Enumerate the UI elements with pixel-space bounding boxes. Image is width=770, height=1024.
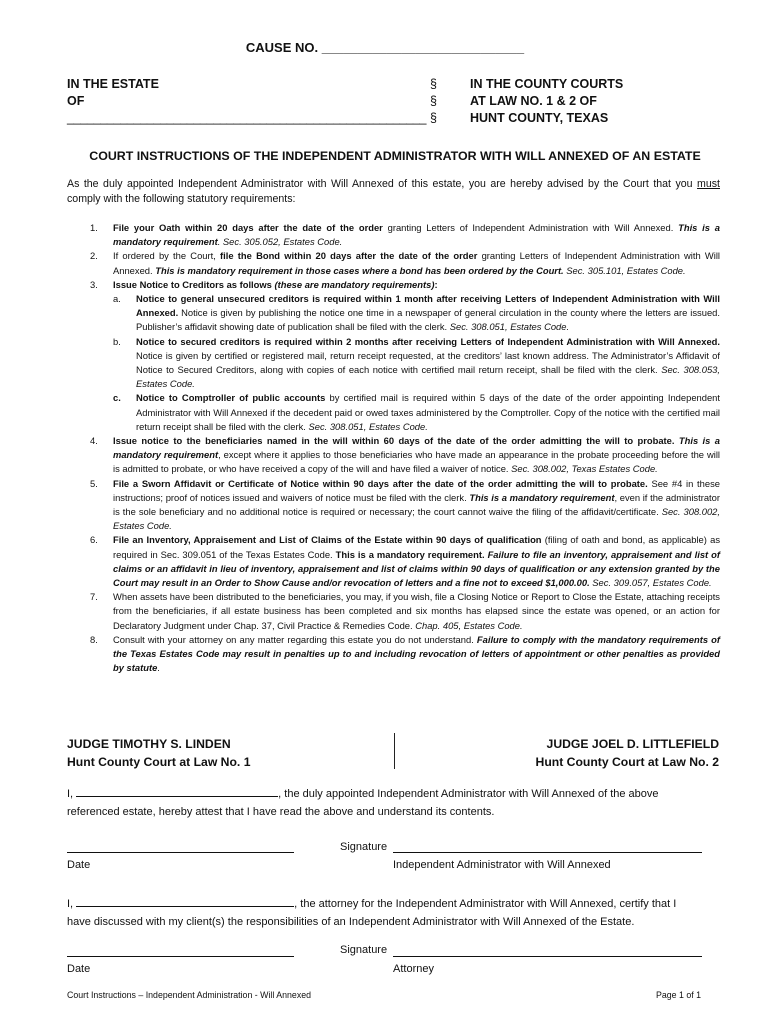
list-item	[67, 434, 720, 477]
intro-paragraph	[67, 177, 720, 207]
date-line[interactable]	[67, 852, 294, 853]
estate-caption	[67, 76, 426, 127]
court-line-2: AT LAW NO. 1 & 2 OF	[470, 94, 597, 108]
attorney-certification-paragraph	[67, 895, 732, 931]
judge-divider	[394, 733, 395, 769]
item-number: 6.	[90, 534, 98, 546]
judge-right-name: JUDGE JOEL D. LITTLEFIELD	[546, 737, 719, 751]
list-item	[67, 278, 720, 434]
judge-left-name: JUDGE TIMOTHY S. LINDEN	[67, 737, 231, 751]
sub-item-text: Notice is given by publishing the notice one time in a newspaper of general circulation in the county where the letters are issued. Publisher’s affidavit showing date of publication shall be filed with the clerk.	[136, 307, 720, 333]
item-citation: Sec. 309.057, Estates Code.	[589, 577, 712, 589]
list-item	[67, 633, 720, 676]
intro-text-2: comply with the following statutory requirements:	[67, 193, 296, 205]
signature-label: Signature	[340, 944, 388, 956]
sub-item-bold-text: Notice to Comptroller of public accounts	[136, 392, 326, 404]
estate-line-2: OF	[67, 94, 85, 108]
list-item	[67, 590, 720, 633]
sub-item-letter: b.	[113, 335, 121, 347]
attorney-name-field[interactable]	[76, 895, 294, 907]
item-number: 2.	[90, 250, 98, 262]
sub-item-letter: a.	[113, 293, 121, 305]
item-text: granting Letters of Independent Administration with Will Annexed.	[113, 250, 720, 276]
item-bold-text: File an Inventory, Appraisement and List of Claims of the Estate within 90 days of qualification	[113, 534, 542, 546]
item-mandatory-text: This is a mandatory requirement	[113, 222, 720, 248]
court-line-3: HUNT COUNTY, TEXAS	[470, 111, 609, 125]
attest-prefix: I,	[67, 788, 77, 800]
section-mark: §	[430, 111, 437, 125]
sub-list-item	[113, 391, 720, 434]
item-mandatory-text: This is a mandatory requirement	[469, 491, 615, 503]
attorney-prefix: I,	[67, 898, 77, 910]
item-citation: Sec. 308.002, Texas Estates Code.	[511, 463, 658, 475]
creditor-notice-sublist	[113, 292, 720, 434]
item-number: 7.	[90, 591, 98, 603]
section-mark: §	[430, 77, 437, 91]
date-label: Date	[67, 963, 91, 975]
item-citation: . Sec. 305.052, Estates Code.	[217, 236, 343, 248]
item-end-period: .	[157, 662, 160, 674]
item-text: (filing of oath and bond, as applicable) as required in Sec. 309.051 of the Texas Estates Code.	[113, 534, 721, 560]
item-text: When assets have been distributed to the beneficiaries, you may, if you wish, file a Closing Notice or Report to Close the Estate, attaching receipts from the beneficiaries, if all estate business has been completed and six months has elapsed since the estate was opened, or an action for Declaratory Judgment under Chap. 37, Civil Practice & Remedies Code.	[113, 591, 720, 631]
administrator-signature-line[interactable]	[393, 852, 702, 853]
item-number: 5.	[90, 477, 98, 489]
list-item	[67, 249, 720, 277]
sub-list-item	[113, 292, 720, 335]
item-bold-text: This is a mandatory requirement.	[335, 548, 485, 560]
court-caption	[470, 76, 623, 127]
item-bold-text: Issue Notice to Creditors as follows	[113, 278, 272, 290]
requirements-list	[67, 221, 720, 676]
page-number: Page 1 of 1	[656, 990, 701, 1000]
item-bold-text: file the Bond within 20 days after the date of the order	[220, 250, 478, 262]
item-bold-text: Issue notice to the beneficiaries named in the will within 60 days of the date of the order admitting the will to probate.	[113, 435, 675, 447]
attorney-role-label: Attorney	[393, 963, 434, 975]
sub-list-item	[113, 335, 720, 392]
item-text: See #4 in these instructions; proof of notices issued and waivers of notice must be filed with the clerk.	[113, 477, 720, 503]
item-text: granting Letters of Independent Administration with Will Annexed.	[382, 222, 679, 233]
item-colon: :	[434, 278, 438, 290]
administrator-role-label: Independent Administrator with Will Annexed	[393, 859, 611, 871]
item-text: If ordered by the Court,	[113, 250, 221, 262]
attorney-cert-text-line-2: have discussed with my client(s) the responsibilities of an Independent Administrator with Will Annexed of the Estate.	[67, 916, 635, 928]
attest-text: , the duly appointed Independent Administrator with Will Annexed of the above	[278, 788, 659, 800]
item-mandatory-text: Failure to file an inventory, appraisement and list of claims or an affidavit in lieu of inventory, appraisement and list of claims within 90 days of qualification or any extension granted by the Court may result in an Order to Show Cause and/or revocation of letters and a fine not to exceed $1,000.00.	[113, 548, 720, 589]
item-citation: Chap. 405, Estates Code.	[415, 619, 523, 631]
item-citation: Sec. 305.101, Estates Code.	[563, 264, 686, 276]
item-number: 8.	[90, 633, 98, 645]
administrator-name-field[interactable]	[76, 785, 278, 797]
section-marks	[430, 76, 437, 127]
sub-item-citation: Sec. 308.051, Estates Code.	[449, 321, 570, 333]
attestation-paragraph	[67, 785, 727, 821]
footer-title: Court Instructions – Independent Administration - Will Annexed	[67, 990, 312, 1000]
intro-must: must	[697, 178, 720, 190]
list-item	[67, 477, 720, 534]
attest-text-line-2: referenced estate, hereby attest that I have read the above and understand its contents.	[67, 806, 495, 818]
item-mandatory-text: This is a mandatory requirement	[113, 435, 720, 461]
attorney-signature-line[interactable]	[393, 956, 702, 957]
item-bold-text: File your Oath within 20 days after the date of the order	[113, 222, 383, 233]
sub-item-bold-text: Notice to general unsecured creditors is required within 1 month after receiving Letters of Independent Administration with Will Annexed.	[136, 293, 720, 319]
date-label: Date	[67, 859, 91, 871]
attorney-cert-text: , the attorney for the Independent Administrator with Will Annexed, certify that I	[294, 898, 677, 910]
judge-left-court: Hunt County Court at Law No. 1	[67, 754, 251, 769]
sub-item-text: Notice is given by certified or registered mail, return receipt requested, at the creditors’ last known address. The Administrator’s Affidavit of Notice to Secured Creditors, along with copies of each notice with certified mail return receipt, shall be filed with the clerk.	[136, 349, 720, 376]
sub-item-letter: c.	[113, 392, 121, 404]
list-item	[67, 533, 720, 590]
item-number: 4.	[90, 435, 98, 447]
sub-item-citation: Sec. 308.051, Estates Code.	[308, 420, 428, 432]
item-number: 3.	[90, 278, 98, 290]
item-mandatory-text: (these are mandatory requirements)	[271, 278, 435, 290]
judge-left	[67, 736, 250, 771]
item-mandatory-text: This is mandatory requirement in those cases where a bond has been ordered by the Court.	[155, 264, 564, 276]
document-title: COURT INSTRUCTIONS OF THE INDEPENDENT ADMINISTRATOR WITH WILL ANNEXED OF AN ESTATE	[89, 149, 701, 163]
signature-label: Signature	[340, 841, 388, 853]
sub-item-text: by certified mail is required within 5 days of the date of the order appointing Independent Administrator with Will Annexed if the decedent paid or owed taxes administered by the Comptroller. Copy of the notice with the certified mail return receipt shall be filed with the clerk.	[136, 392, 720, 432]
court-line-1: IN THE COUNTY COURTS	[470, 77, 624, 91]
estate-name-blank[interactable]: ______________________________________________________	[67, 111, 427, 125]
item-text: , except where it applies to those beneficiaries who have made an appearance in the probate proceeding before the will is admitted to probate, or who have received a copy of the will and have filed a waiver of notice.	[113, 449, 720, 475]
cause-number: CAUSE NO. ____________________________	[245, 40, 525, 55]
date-line[interactable]	[67, 956, 294, 957]
judge-right-court: Hunt County Court at Law No. 2	[535, 754, 719, 769]
item-bold-text: File a Sworn Affidavit or Certificate of Notice within 90 days after the date of the order admitting the will to probate.	[113, 477, 648, 489]
list-item	[67, 221, 720, 249]
item-number: 1.	[90, 222, 98, 233]
sub-item-citation: Sec. 308.053, Estates Code.	[136, 364, 721, 390]
intro-text-1: As the duly appointed Independent Administrator with Will Annexed of this estate, you are hereby advised by the Court that you	[67, 178, 698, 190]
item-citation: Sec. 308.002, Estates Code.	[113, 506, 721, 532]
item-mandatory-text: Failure to comply with the mandatory requirements of the Texas Estates Code may result in penalties up to and including revocation of letters of appointment or other penalties as provided by statute	[113, 633, 720, 674]
item-text: Consult with your attorney on any matter regarding this estate you do not understand.	[113, 633, 477, 645]
sub-item-bold-text: Notice to secured creditors is required within 2 months after receiving Letters of Independent Administration with Will Annexed.	[136, 335, 720, 347]
judge-right	[536, 736, 719, 771]
item-text: , even if the administrator is the sole beneficiary and no additional notice is required or necessary; the court cannot waive the filing of the affidavit/certificate.	[113, 491, 720, 518]
section-mark: §	[430, 94, 437, 108]
estate-line-1: IN THE ESTATE	[67, 77, 159, 91]
